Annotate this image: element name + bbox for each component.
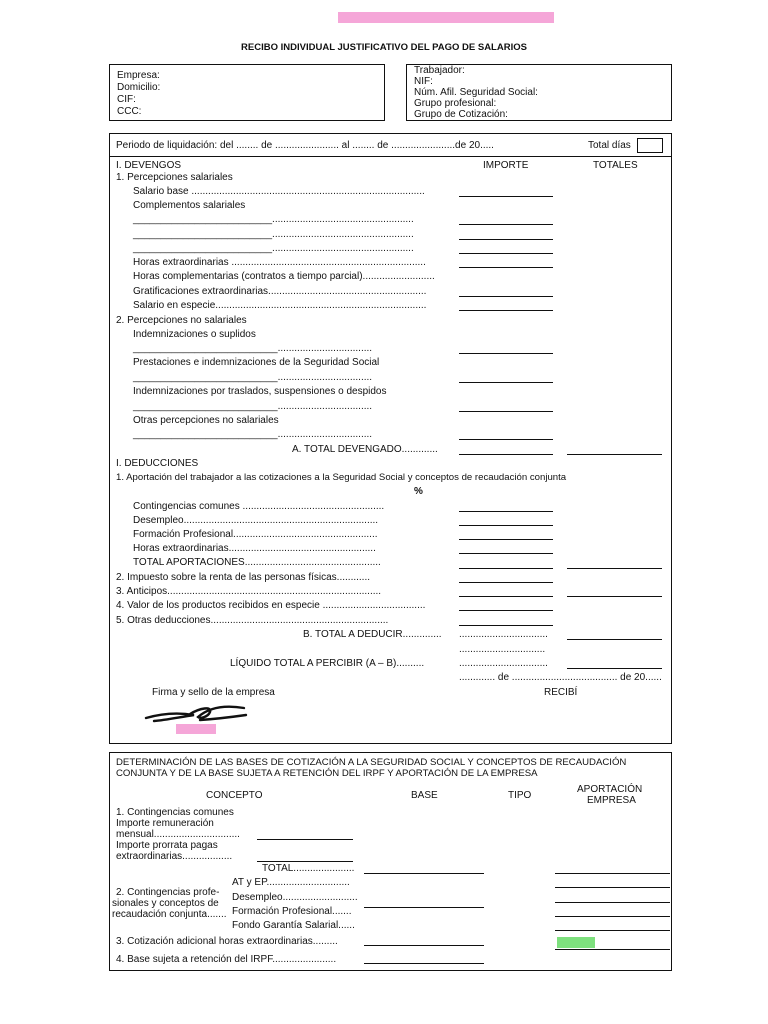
products-in-kind-amount[interactable] (459, 610, 553, 611)
additional-overtime-base-field[interactable] (364, 945, 484, 946)
income-tax-amount[interactable] (459, 582, 553, 583)
salary-perceptions-heading: 1. Percepciones salariales (116, 172, 233, 183)
total-base-contribution-field[interactable] (555, 873, 670, 874)
unemployment-amount[interactable] (459, 525, 553, 526)
common-contingencies-label: Contingencias comunes ................................................... (133, 501, 385, 512)
overtime-label: Horas extraordinarias ...................................................................... (133, 257, 426, 268)
supplement-line-3: _________________________................................................... (133, 243, 414, 254)
net-total-dotted: ................................ (459, 658, 548, 669)
total-accrued-total[interactable] (567, 454, 662, 455)
company-label: Empresa: (117, 70, 160, 81)
other-deductions-amount[interactable] (459, 625, 553, 626)
net-total-amount[interactable] (567, 668, 662, 669)
ss-benefits-line: __________________________.................................. (133, 372, 373, 383)
advances-label: 3. Anticipos............................................................................. (116, 586, 382, 597)
professional-contingencies-label-2: sionales y conceptos de (112, 898, 219, 909)
extra-bonuses-label: Gratificaciones extraordinarias......................................................... (133, 286, 427, 297)
nif-label: NIF: (414, 76, 433, 87)
rate-column-header: TIPO (508, 790, 532, 801)
vocational-training-amount[interactable] (459, 539, 553, 540)
total-days-field[interactable] (637, 138, 663, 153)
other-perceptions-label: Otras percepciones no salariales (133, 415, 279, 426)
compensation-amount[interactable] (459, 353, 553, 354)
advances-amount[interactable] (459, 596, 553, 597)
total-accrued-amount[interactable] (459, 454, 553, 455)
company-signature-label: Firma y sello de la empresa (152, 687, 275, 698)
address-label: Domicilio: (117, 82, 161, 93)
professional-contingencies-label-1: 2. Contingencias profe- (116, 887, 220, 898)
green-highlight (557, 937, 595, 948)
monthly-remuneration-field[interactable] (257, 839, 353, 840)
income-tax-label: 2. Impuesto sobre la renta de las personas físicas............ (116, 572, 371, 583)
at-ep-contribution-field[interactable] (555, 887, 670, 888)
supplement-amount-1[interactable] (459, 224, 553, 225)
salary-in-kind-amount[interactable] (459, 310, 553, 311)
other-perceptions-amount[interactable] (459, 439, 553, 440)
other-perceptions-line: __________________________.................................. (133, 429, 373, 440)
company-contribution-header-1: APORTACIÓN (577, 784, 643, 795)
total-deductions-total[interactable] (567, 639, 662, 640)
signature-scribble (140, 700, 252, 726)
vocational-training-label: Formación Profesional.................................................... (133, 529, 378, 540)
complementary-hours-label: Horas complementarias (contratos a tiempo parcial).......................... (133, 271, 435, 282)
compensation-line: __________________________.................................. (133, 343, 373, 354)
worker-label: Trabajador: (414, 65, 465, 76)
total-contributions-label: TOTAL APORTACIONES................................................. (133, 557, 381, 568)
monthly-remuneration-label-2: mensual............................... (116, 829, 240, 840)
contribution-group-label: Grupo de Cotización: (414, 109, 508, 120)
unemployment-label: Desempleo...................................................................... (133, 515, 379, 526)
company-box (109, 64, 385, 121)
common-contingencies-section: 1. Contingencias comunes (116, 807, 234, 818)
document-title: RECIBO INDIVIDUAL JUSTIFICATIVO DEL PAGO DE SALARIOS (241, 42, 527, 53)
transfer-compensation-amount[interactable] (459, 411, 553, 412)
professional-contingencies-label-3: recaudación conjunta....... (112, 909, 227, 920)
overtime-amount[interactable] (459, 267, 553, 268)
net-dotted-line: ............................... (459, 644, 546, 655)
overtime-deduction-amount[interactable] (459, 553, 553, 554)
redaction-highlight-top (338, 12, 554, 23)
totals-column-header: TOTALES (593, 160, 638, 171)
bases-heading-line-2: CONJUNTA Y DE LA BASE SUJETA A RETENCIÓN DEL IRPF Y APORTACIÓN DE LA EMPRESA (116, 768, 538, 779)
percent-header: % (414, 486, 423, 497)
overtime-deduction-label: Horas extraordinarias..................................................... (133, 543, 376, 554)
products-in-kind-label: 4. Valor de los productos recibidos en especie ..................................... (116, 600, 426, 611)
unemployment-contribution-field[interactable] (555, 902, 670, 903)
net-total-label: LÍQUIDO TOTAL A PERCIBIR (A – B).......... (230, 658, 425, 669)
prorated-payments-label-2: extraordinarias.................. (116, 851, 233, 862)
supplement-line-2: _________________________................................................... (133, 229, 414, 240)
supplement-amount-3[interactable] (459, 253, 553, 254)
non-salary-perceptions-heading: 2. Percepciones no salariales (116, 315, 247, 326)
supplement-line-1: _________________________................................................... (133, 214, 414, 225)
unemployment-base-label: Desempleo........................... (232, 892, 358, 903)
total-contributions-amount[interactable] (459, 568, 553, 569)
training-contribution-field[interactable] (555, 916, 670, 917)
deductions-heading: I. DEDUCCIONES (116, 458, 199, 469)
advances-total[interactable] (567, 596, 662, 597)
other-deductions-label: 5. Otras deducciones................................................................ (116, 615, 389, 626)
ss-benefits-label: Prestaciones e indemnizaciones de la Seguridad Social (133, 357, 380, 368)
concept-column-header: CONCEPTO (206, 790, 263, 801)
base-salary-amount-field[interactable] (459, 196, 553, 197)
bases-heading-line-1: DETERMINACIÓN DE LAS BASES DE COTIZACIÓN A LA SEGURIDAD SOCIAL Y CONCEPTOS DE RECAUDACIÓN (116, 757, 627, 768)
total-base-label: TOTAL...................... (262, 863, 355, 874)
irpf-base-label: 4. Base sujeta a retención del IRPF....................... (116, 954, 337, 965)
professional-group-label: Grupo profesional: (414, 98, 497, 109)
amount-column-header: IMPORTE (483, 160, 529, 171)
cif-label: CIF: (117, 94, 136, 105)
common-contingencies-amount[interactable] (459, 511, 553, 512)
accruals-heading: I. DEVENGOS (116, 160, 182, 171)
supplement-amount-2[interactable] (459, 239, 553, 240)
received-label: RECIBÍ (544, 687, 578, 698)
wage-guarantee-contribution-field[interactable] (555, 930, 670, 931)
total-deductions-label: B. TOTAL A DEDUCIR.............. (303, 629, 442, 640)
ccc-label: CCC: (117, 106, 142, 117)
salary-supplements-label: Complementos salariales (133, 200, 246, 211)
base-salary-label: Salario base .................................................................................... (133, 186, 425, 197)
extra-bonuses-amount[interactable] (459, 296, 553, 297)
company-contribution-header-2: EMPRESA (587, 795, 636, 806)
monthly-remuneration-label-1: Importe remuneración (116, 818, 214, 829)
worker-contribution-heading: 1. Aportación del trabajador a las cotizaciones a la Seguridad Social y conceptos de recaudación conjunta (116, 472, 567, 483)
date-line: ............. de ...................................... de 20...... (459, 672, 662, 683)
worker-box (406, 64, 672, 121)
total-accrued-label: A. TOTAL DEVENGADO............. (292, 444, 438, 455)
total-deductions-dotted: ................................ (459, 629, 548, 640)
training-base-label: Formación Profesional....... (232, 906, 352, 917)
at-ep-label: AT y EP.............................. (232, 877, 350, 888)
transfer-compensation-label: Indemnizaciones por traslados, suspensiones o despidos (133, 386, 387, 397)
total-days-label: Total días (588, 140, 631, 151)
period-divider (109, 156, 672, 157)
ss-benefits-amount[interactable] (459, 382, 553, 383)
additional-overtime-label: 3. Cotización adicional horas extraordinarias......... (116, 936, 338, 947)
irpf-base-field[interactable] (364, 963, 484, 964)
professional-contingencies-base-field[interactable] (364, 907, 484, 908)
settlement-period: Periodo de liquidación: del ........ de ....................... al ........ de .......................de 20..... (116, 140, 494, 151)
total-contributions-total[interactable] (567, 568, 662, 569)
wage-guarantee-fund-label: Fondo Garantía Salarial...... (232, 920, 355, 931)
additional-overtime-contribution-field[interactable] (555, 949, 670, 950)
prorated-payments-field[interactable] (257, 861, 353, 862)
total-base-field[interactable] (364, 873, 484, 874)
compensation-label: Indemnizaciones o suplidos (133, 329, 256, 340)
transfer-compensation-line: __________________________.................................. (133, 401, 373, 412)
base-column-header: BASE (411, 790, 438, 801)
prorated-payments-label-1: Importe prorrata pagas (116, 840, 218, 851)
salary-in-kind-label: Salario en especie............................................................................ (133, 300, 427, 311)
ss-number-label: Núm. Afil. Seguridad Social: (414, 87, 538, 98)
